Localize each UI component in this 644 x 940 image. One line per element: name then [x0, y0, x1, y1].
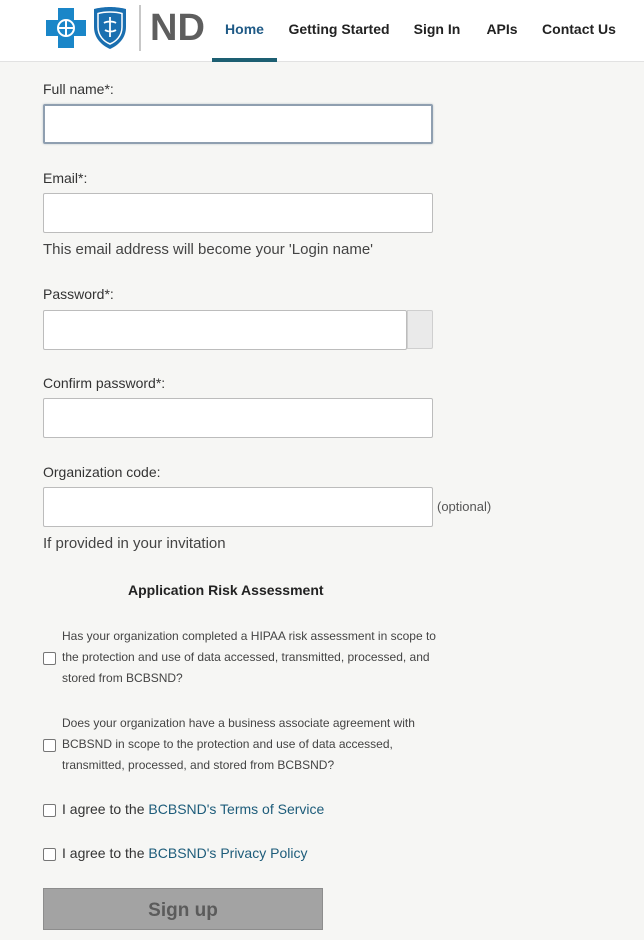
full-name-label: Full name*: — [43, 81, 114, 97]
sign-up-button[interactable]: Sign up — [43, 888, 323, 930]
password-input[interactable] — [43, 310, 407, 350]
email-label: Email*: — [43, 170, 88, 186]
blue-cross-icon — [44, 6, 88, 50]
baa-checkbox[interactable] — [43, 739, 56, 752]
terms-checkbox[interactable] — [43, 804, 56, 817]
show-password-button[interactable] — [407, 310, 433, 349]
email-help-text: This email address will become your 'Login name' — [43, 241, 374, 258]
blue-shield-icon — [91, 5, 129, 51]
terms-prefix: I agree to the — [62, 801, 149, 817]
privacy-policy-link[interactable]: BCBSND's Privacy Policy — [148, 845, 308, 861]
terms-of-service-link[interactable]: BCBSND's Terms of Service — [148, 801, 325, 817]
nav-sign-in[interactable]: Sign In — [413, 21, 461, 37]
baa-question: Does your organization have a business associate agreement with BCBSND in scope to the protection and use of data accessed, transmitted, processed, and stored from BCBSND? — [62, 716, 415, 772]
terms-agreement — [62, 801, 324, 817]
privacy-checkbox[interactable] — [43, 848, 56, 861]
hipaa-assessment-checkbox[interactable] — [43, 652, 56, 665]
hipaa-assessment-question: Has your organization completed a HIPAA risk assessment in scope to the protection and use of data accessed, transmitted, processed, and stored from BCBSND? — [62, 629, 436, 685]
confirm-password-input[interactable] — [43, 398, 433, 438]
full-name-input[interactable] — [43, 104, 433, 144]
confirm-password-label: Confirm password*: — [43, 375, 166, 391]
optional-note: (optional) — [437, 499, 492, 514]
bcbs-logo[interactable] — [44, 4, 205, 52]
top-navigation-bar — [0, 0, 644, 62]
organization-code-input[interactable] — [43, 487, 433, 527]
email-input[interactable] — [43, 193, 433, 233]
logo-state-text: ND — [150, 6, 205, 49]
nav-apis[interactable]: APIs — [486, 21, 518, 37]
organization-code-label: Organization code: — [43, 464, 161, 480]
privacy-agreement — [62, 845, 307, 861]
privacy-prefix: I agree to the — [62, 845, 149, 861]
nav-home[interactable]: Home — [212, 0, 277, 62]
risk-assessment-title: Application Risk Assessment — [128, 582, 324, 598]
nav-getting-started[interactable]: Getting Started — [288, 21, 390, 37]
nav-contact-us[interactable]: Contact Us — [542, 21, 616, 37]
organization-code-help-text: If provided in your invitation — [43, 535, 226, 552]
logo-divider — [139, 5, 141, 51]
password-label: Password*: — [43, 286, 114, 302]
